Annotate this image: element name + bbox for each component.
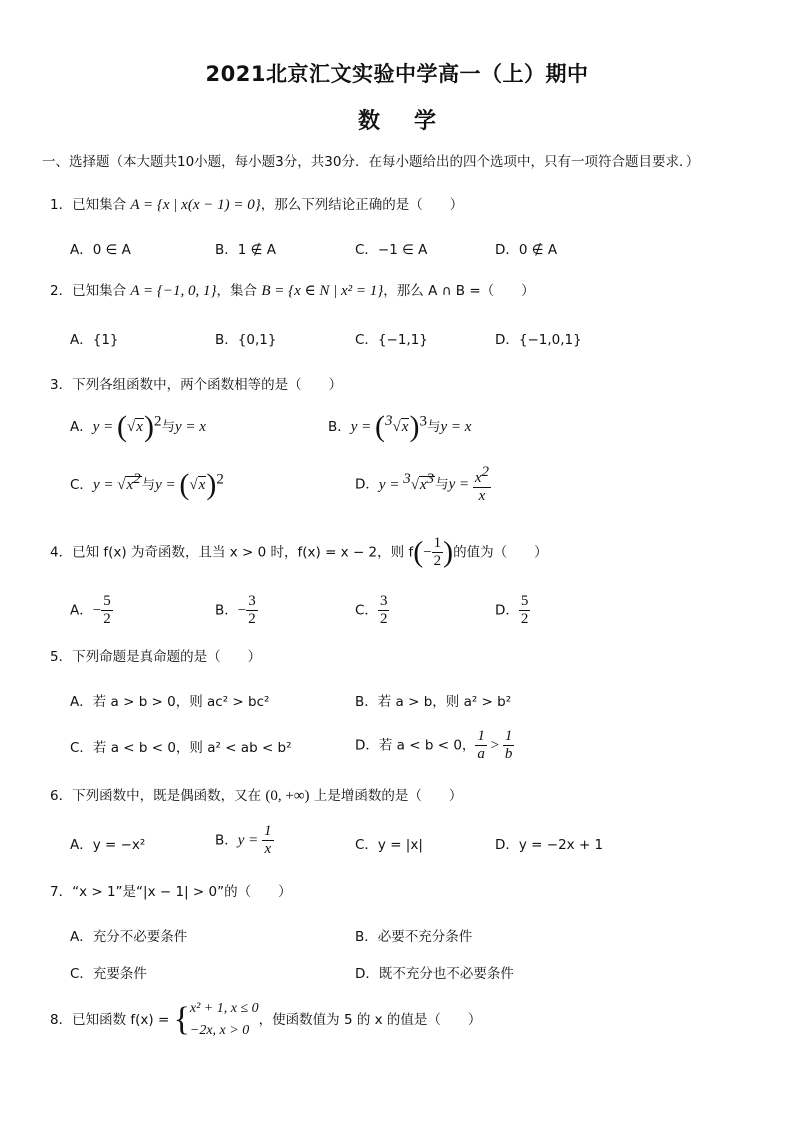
- option-c: C．y = |x|: [355, 837, 423, 853]
- option-a: A．$y = (√x)^2$与y = x: [70, 410, 206, 443]
- section-heading: 一、选择题（本大题共10小题，每小题3分，共30分．在每小题给出的四个选项中，只有一项符合题目要求．）: [42, 154, 700, 170]
- option-c: C．若 a < b < 0，则 a² < ab < b²: [70, 740, 292, 756]
- question-3: [50, 373, 342, 393]
- option-b: B．若 a > b，则 a² > b²: [355, 694, 512, 710]
- question-number: 8．: [50, 1012, 73, 1028]
- question-number: 7．: [50, 884, 73, 900]
- question-8: 8．已知函数 f(x) = {x² + 1, x ≤ 0 −2x, x > 0，使函数值为 5 的 x 的值是（ ）: [50, 1001, 482, 1038]
- option-c: C． $\frac{3}{2}$: [355, 593, 388, 627]
- question-6: [50, 784, 462, 805]
- question-stem: 下列命题是真命题的是（ ）: [72, 649, 262, 665]
- option-letter: B．: [215, 832, 238, 849]
- question-stem: ，使函数值为 5 的 x 的值是（ ）: [258, 1012, 482, 1028]
- connector-text: 与: [161, 419, 175, 435]
- question-stem: 下列各组函数中，两个函数相等的是（ ）: [72, 377, 343, 393]
- option-d: D．{−1,0,1}: [495, 332, 582, 348]
- question-1: [50, 193, 463, 214]
- option-c: C．−1 ∈ A: [355, 242, 428, 258]
- option-a: A．{1}: [70, 332, 119, 348]
- option-letter: B．: [215, 602, 238, 619]
- option-d: D．0 ∉ A: [495, 242, 558, 258]
- option-letter: D．: [495, 602, 519, 619]
- option-letter: C．: [355, 602, 378, 619]
- connector-text: 与: [435, 476, 449, 493]
- option-b: B．$y = (^3√x)^3$与y = x: [328, 410, 472, 443]
- question-number: 3．: [50, 377, 73, 393]
- question-stem: 上是增函数的是（ ）: [309, 788, 463, 804]
- question-stem: 已知函数 f(x) =: [72, 1012, 174, 1028]
- option-c: C．$y = √x^2$与$y = (√x)^2$: [70, 468, 224, 501]
- question-stem: “x > 1”是“|x − 1| > 0”的（ ）: [72, 884, 292, 900]
- question-stem: 的值为（ ）: [453, 544, 548, 561]
- question-stem: 已知集合: [72, 197, 131, 213]
- option-letter: A．: [70, 419, 93, 435]
- question-number: 5．: [50, 649, 73, 665]
- option-a: A．若 a > b > 0，则 ac² > bc²: [70, 694, 270, 710]
- math-expression: A = {−1, 0, 1}: [130, 283, 217, 299]
- option-b: B．y = $\frac{1}{x}$: [215, 823, 272, 857]
- option-d: D．y = −2x + 1: [495, 837, 604, 853]
- option-b: B．− $\frac{3}{2}$: [215, 593, 256, 627]
- option-d: D．$y = ^3√x^3$与y = $\frac{x^2}{x}$: [355, 464, 490, 504]
- math-expression: B = {x ∈ N | x² = 1}: [261, 283, 384, 299]
- question-stem: 已知集合: [72, 283, 131, 299]
- option-a: A．充分不必要条件: [70, 929, 188, 945]
- question-2: [50, 279, 535, 300]
- option-d: D． $\frac{5}{2}$: [495, 593, 529, 627]
- option-d: D．既不充分也不必要条件: [355, 966, 514, 982]
- math-expression: A = {x | x(x − 1) = 0}: [130, 197, 261, 213]
- question-number: 2．: [50, 283, 73, 299]
- question-stem: ，集合: [216, 283, 262, 299]
- option-d: D．若 a < b < 0， $\frac{1}{a}$ > $\frac{1}{b}$: [355, 728, 513, 762]
- question-stem: 下列函数中，既是偶函数，又在: [72, 788, 266, 804]
- option-letter: A．: [70, 602, 93, 619]
- question-5: [50, 645, 261, 665]
- option-text: D．若 a < b < 0，: [355, 737, 476, 754]
- option-letter: D．: [355, 476, 379, 493]
- option-b: B．1 ∉ A: [215, 242, 276, 258]
- piecewise-case-1: x² + 1, x ≤ 0: [189, 1001, 259, 1016]
- option-a: A．0 ∈ A: [70, 242, 131, 258]
- question-stem: ，那么下列结论正确的是（ ）: [260, 197, 464, 213]
- connector-text: 与: [426, 419, 441, 435]
- piecewise-case-2: −2x, x > 0: [189, 1023, 250, 1038]
- subject-heading: 数学: [357, 109, 470, 134]
- question-stem: 已知 f(x) 为奇函数，且当 x > 0 时，f(x) = x − 2，则 f: [72, 544, 414, 561]
- option-c: C．充要条件: [70, 966, 147, 982]
- question-number: 4．: [50, 544, 73, 561]
- question-number: 1．: [50, 197, 73, 213]
- option-b: B．必要不充分条件: [355, 929, 473, 945]
- question-number: 6．: [50, 788, 73, 804]
- page-title: 2021北京汇文实验中学高一（上）期中: [205, 62, 589, 86]
- option-letter: C．: [70, 477, 93, 493]
- question-stem: ，那么 A ∩ B =（ ）: [383, 283, 535, 299]
- question-4: 4．已知 f(x) 为奇函数，且当 x > 0 时，f(x) = x − 2，则 f(− $\frac{1}{2}$ )的值为（ ）: [50, 535, 548, 569]
- option-a: A．y = −x²: [70, 837, 146, 853]
- option-b: B．{0,1}: [215, 332, 277, 348]
- connector-text: 与: [141, 477, 156, 493]
- option-a: A．− $\frac{5}{2}$: [70, 593, 111, 627]
- question-7: [50, 880, 292, 900]
- option-letter: B．: [328, 419, 351, 435]
- option-c: C．{−1,1}: [355, 332, 428, 348]
- math-expression: (0, +∞): [265, 788, 310, 804]
